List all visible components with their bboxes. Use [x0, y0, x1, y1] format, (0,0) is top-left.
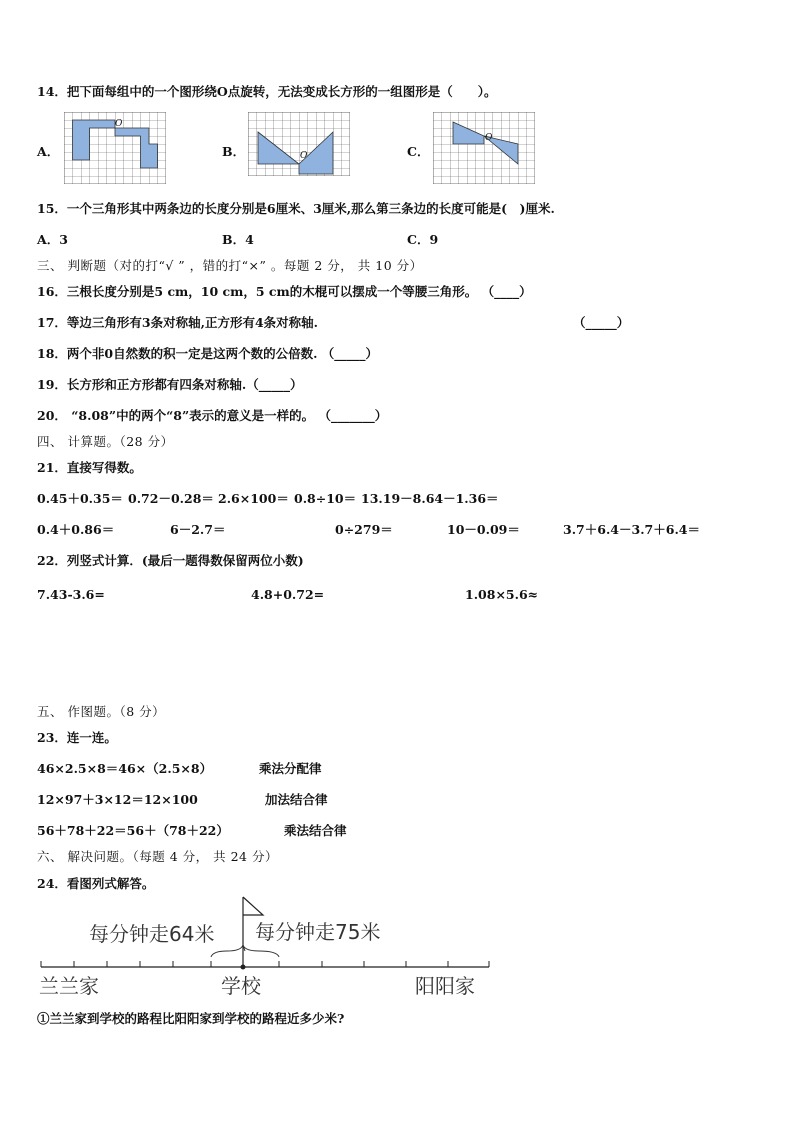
q22-item-2: 4.8+0.72= [251, 587, 325, 602]
q14-option-a-label: A． [37, 144, 60, 159]
q21-r2-c3: 0÷279＝ [335, 522, 393, 537]
q14-figure-a [64, 112, 166, 184]
q23-right-3: 乘法结合律 [284, 823, 347, 838]
q22-item-3: 1.08×5.6≈ [465, 587, 539, 602]
q21-stem: 21．直接写得数。 [37, 460, 142, 475]
flag-icon [243, 897, 263, 915]
route-ticks [41, 961, 489, 967]
q15-option-c: C．9 [407, 232, 439, 247]
place-yangyang-home: 阳阳家 [415, 974, 475, 998]
q21-r2-c1: 0.4＋0.86＝ [37, 522, 115, 537]
q14-figure-b [248, 112, 350, 176]
q23-right-1: 乘法分配律 [259, 761, 322, 776]
right-speed-label: 每分钟走75米 [255, 920, 381, 944]
q23-left-1: 46×2.5×8＝46×（2.5×8） [37, 761, 213, 776]
q21-r1-c4: 0.8÷10＝ [294, 491, 357, 506]
q14-figure-c [433, 112, 535, 184]
figure-a-point-o: O [115, 119, 123, 129]
q21-r2-c2: 6－2.7＝ [170, 522, 226, 537]
section-3-heading: 三、 判断题（对的打“√ ” ，错的打“×” 。每题 2 分， 共 10 分） [37, 258, 423, 273]
place-lanlan-home: 兰兰家 [39, 974, 99, 998]
place-school: 学校 [221, 974, 261, 998]
right-brace [243, 945, 279, 957]
q16: 16．三根长度分别是5 cm，10 cm，5 cm的木棍可以摆成一个等腰三角形。 （____） [37, 284, 532, 299]
q24-sub-question-1: ①兰兰家到学校的路程比阳阳家到学校的路程近多少米? [37, 1011, 345, 1026]
q21-r1-c2: 0.72－0.28＝ [128, 491, 214, 506]
left-brace [211, 945, 245, 957]
q21-r2-c5: 3.7＋6.4－3.7＋6.4＝ [563, 522, 700, 537]
q15-stem: 15．一个三角形其中两条边的长度分别是6厘米、3厘米,那么第三条边的长度可能是( )厘米. [37, 201, 555, 216]
q22-item-1: 7.43-3.6= [37, 587, 105, 602]
q22-stem: 22．列竖式计算．(最后一题得数保留两位小数) [37, 553, 304, 568]
q14-stem: 14．把下面每组中的一个图形绕O点旋转，无法变成长方形的一组图形是（ ）。 [37, 84, 497, 99]
q17-blank: （_____） [573, 315, 630, 330]
q21-r1-c5: 13.19－8.64－1.36＝ [361, 491, 499, 506]
q21-r1-c3: 2.6×100＝ [218, 491, 289, 506]
q14-option-b-label: B． [222, 144, 246, 159]
q19: 19．长方形和正方形都有四条对称轴.（_____） [37, 377, 303, 392]
school-point [241, 965, 246, 970]
q21-r1-c1: 0.45＋0.35＝ [37, 491, 123, 506]
section-5-heading: 五、 作图题。（8 分） [37, 704, 166, 719]
q17: 17．等边三角形有3条对称轴,正方形有4条对称轴. [37, 315, 318, 330]
q18: 18．两个非0自然数的积一定是这两个数的公倍数. （_____） [37, 346, 379, 361]
q15-option-b: B．4 [222, 232, 254, 247]
left-speed-label: 每分钟走64米 [89, 922, 215, 946]
q15-option-a: A．3 [37, 232, 68, 247]
figure-b-point-o: O [300, 151, 308, 161]
q14-option-c-label: C． [407, 144, 430, 159]
q21-r2-c4: 10－0.09＝ [447, 522, 520, 537]
q23-stem: 23．连一连。 [37, 730, 117, 745]
q24-route-diagram [37, 893, 497, 1003]
q24-stem: 24．看图列式解答。 [37, 876, 155, 891]
q20: 20． “8.08”中的两个“8”表示的意义是一样的。 （_______） [37, 408, 388, 423]
section-6-heading: 六、 解决问题。（每题 4 分， 共 24 分） [37, 849, 278, 864]
figure-c-point-o: O [485, 133, 493, 143]
q23-left-3: 56＋78＋22＝56＋（78＋22） [37, 823, 229, 838]
section-4-heading: 四、 计算题。（28 分） [37, 434, 174, 449]
q23-right-2: 加法结合律 [265, 792, 328, 807]
q23-left-2: 12×97＋3×12＝12×100 [37, 792, 198, 807]
